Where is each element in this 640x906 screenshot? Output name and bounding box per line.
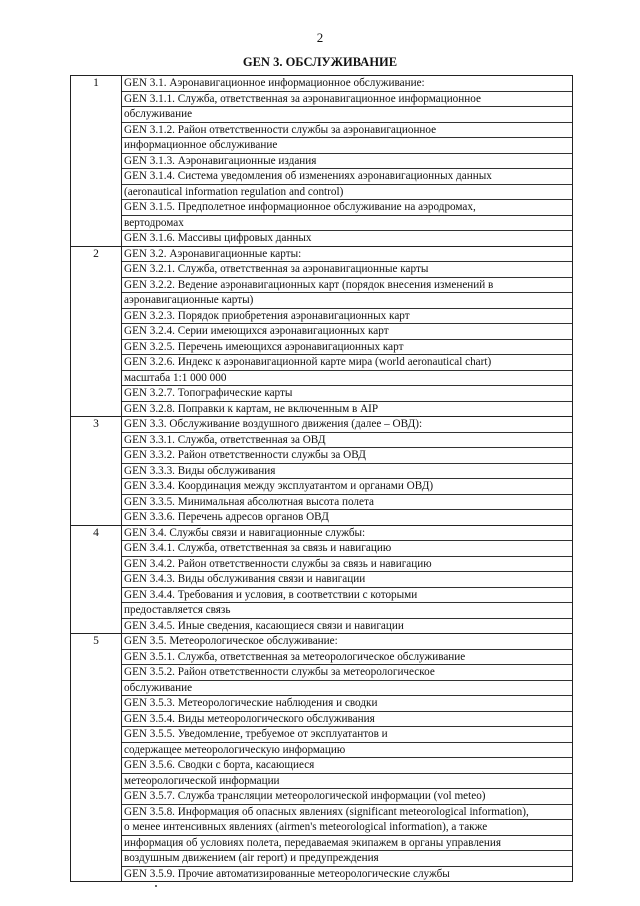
section-entry: GEN 3.3. Обслуживание воздушного движения (далее – ОВД): — [122, 417, 572, 433]
section-entry: GEN 3.3.4. Координация между эксплуатантом и органами ОВД) — [122, 479, 572, 495]
section-entry: GEN 3.3.1. Служба, ответственная за ОВД — [122, 433, 572, 449]
row-contents — [122, 525, 573, 634]
section-entry: GEN 3.1. Аэронавигационное информационное обслуживание: — [122, 76, 572, 92]
section-entry: вертодромах — [122, 216, 572, 232]
section-entry: GEN 3.2. Аэронавигационные карты: — [122, 247, 572, 263]
section-entry: GEN 3.4. Службы связи и навигационные службы: — [122, 526, 572, 542]
section-entry: GEN 3.4.2. Район ответственности службы за связь и навигацию — [122, 557, 572, 573]
section-entry: предоставляется связь — [122, 603, 572, 619]
section-entry: GEN 3.5.9. Прочие автоматизированные метеорологические службы — [124, 867, 450, 880]
section-entry: GEN 3.4.4. Требования и условия, в соответствии с которыми — [122, 588, 572, 604]
section-entry: содержащее метеорологическую информацию — [122, 743, 572, 759]
section-entry: GEN 3.5.4. Виды метеорологического обслуживания — [122, 712, 572, 728]
section-entry: масштаба 1:1 000 000 — [122, 371, 572, 387]
section-entry: GEN 3.2.7. Топографические карты — [122, 386, 572, 402]
section-entry: обслуживание — [122, 107, 572, 123]
section-entry: информация об условиях полета, передаваемая экипажем в органы управления — [122, 836, 572, 852]
section-entry: GEN 3.5.1. Служба, ответственная за метеорологическое обслуживание — [122, 650, 572, 666]
section-entry: информационное обслуживание — [122, 138, 572, 154]
section-entry: метеорологической информации — [122, 774, 572, 790]
row-number: 2 — [71, 246, 122, 417]
section-entry: GEN 3.2.4. Серии имеющихся аэронавигационных карт — [122, 324, 572, 340]
section-entry: о менее интенсивных явлениях (airmen's meteorological information), а также — [122, 820, 572, 836]
section-entry: GEN 3.5.2. Район ответственности службы за метеорологическое — [122, 665, 572, 681]
section-entry: GEN 3.1.2. Район ответственности службы за аэронавигационное — [122, 123, 572, 139]
section-entry: GEN 3.2.6. Индекс к аэронавигационной карте мира (world aeronautical chart) — [122, 355, 572, 371]
stray-dot — [155, 885, 157, 887]
table-row — [71, 634, 573, 882]
contents-table — [70, 75, 573, 882]
row-contents — [122, 246, 573, 417]
section-entry: GEN 3.4.5. Иные сведения, касающиеся связи и навигации — [124, 619, 404, 632]
section-entry: GEN 3.1.6. Массивы цифровых данных — [124, 232, 312, 244]
section-entry: GEN 3.5.3. Метеорологические наблюдения и сводки — [122, 696, 572, 712]
section-entry: GEN 3.2.2. Ведение аэронавигационных карт (порядок внесения изменений в — [122, 278, 572, 294]
table-row — [71, 525, 573, 634]
section-entry: GEN 3.4.1. Служба, ответственная за связь и навигацию — [122, 541, 572, 557]
section-entry: GEN 3.1.4. Система уведомления об изменениях аэронавигационных данных — [122, 169, 572, 185]
row-contents — [122, 417, 573, 526]
section-entry: GEN 3.1.1. Служба, ответственная за аэронавигационное информационное — [122, 92, 572, 108]
section-entry: GEN 3.3.5. Минимальная абсолютная высота полета — [122, 495, 572, 511]
section-entry: (aeronautical information regulation and control) — [122, 185, 572, 201]
section-entry: GEN 3.3.3. Виды обслуживания — [122, 464, 572, 480]
row-contents — [122, 76, 573, 247]
section-entry: GEN 3.5.5. Уведомление, требуемое от эксплуатантов и — [122, 727, 572, 743]
row-number: 4 — [71, 525, 122, 634]
table-row — [71, 76, 573, 247]
section-entry: GEN 3.5.8. Информация об опасных явлениях (significant meteorological information), — [122, 805, 572, 821]
section-entry: GEN 3.1.3. Аэронавигационные издания — [122, 154, 572, 170]
section-entry: GEN 3.2.5. Перечень имеющихся аэронавигационных карт — [122, 340, 572, 356]
section-entry: GEN 3.2.1. Служба, ответственная за аэронавигационные карты — [122, 262, 572, 278]
row-contents — [122, 634, 573, 882]
section-entry: GEN 3.3.6. Перечень адресов органов ОВД — [124, 511, 329, 523]
section-entry: воздушным движением (air report) и предупреждения — [122, 851, 572, 867]
section-entry: GEN 3.5. Метеорологическое обслуживание: — [122, 634, 572, 650]
table-row — [71, 417, 573, 526]
section-entry: GEN 3.5.7. Служба трансляции метеорологической информации (vol meteo) — [122, 789, 572, 805]
section-entry: GEN 3.1.5. Предполетное информационное обслуживание на аэродромах, — [122, 200, 572, 216]
section-entry: GEN 3.3.2. Район ответственности службы за ОВД — [122, 448, 572, 464]
row-number: 5 — [71, 634, 122, 882]
section-entry: обслуживание — [122, 681, 572, 697]
section-entry: GEN 3.2.8. Поправки к картам, не включенным в AIP — [124, 402, 379, 415]
page-number: 2 — [316, 30, 324, 45]
section-title: GEN 3. ОБСЛУЖИВАНИЕ — [242, 55, 398, 69]
row-number: 3 — [71, 417, 122, 526]
table-row — [71, 246, 573, 417]
row-number: 1 — [71, 76, 122, 247]
section-entry: GEN 3.4.3. Виды обслуживания связи и навигации — [122, 572, 572, 588]
section-entry: GEN 3.2.3. Порядок приобретения аэронавигационных карт — [122, 309, 572, 325]
section-entry: GEN 3.5.6. Сводки с борта, касающиеся — [122, 758, 572, 774]
section-entry: аэронавигационные карты) — [122, 293, 572, 309]
